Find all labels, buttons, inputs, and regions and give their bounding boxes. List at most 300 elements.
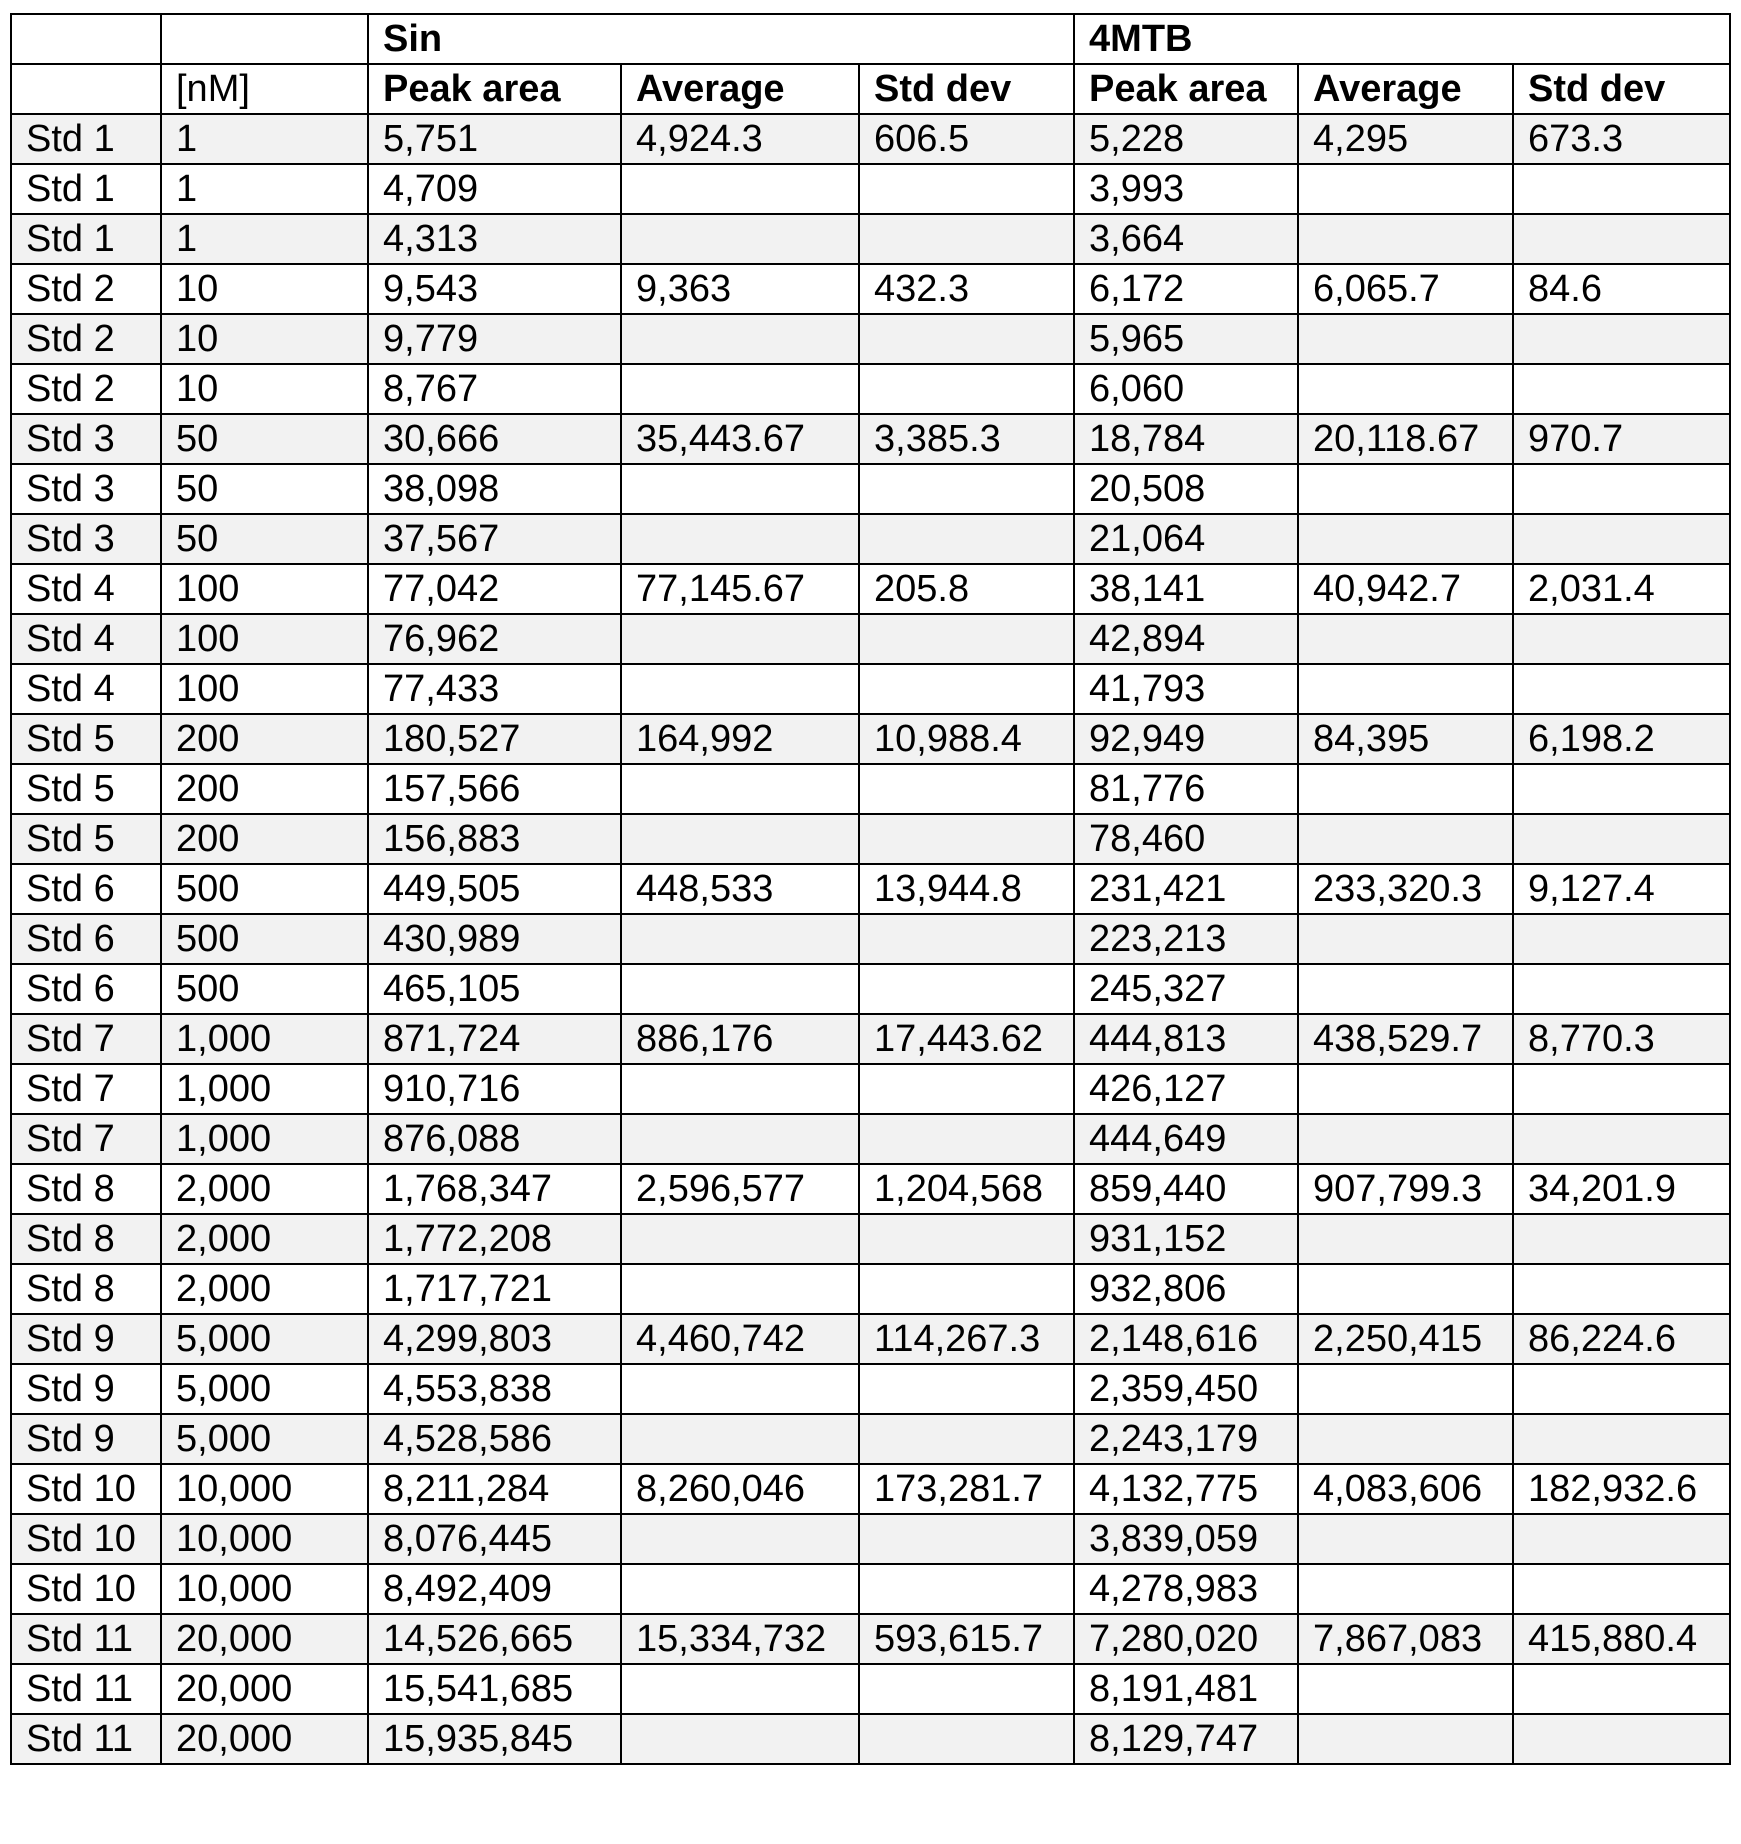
table-row xyxy=(11,1114,1730,1164)
mtb-peak-area-cell: 6,060 xyxy=(1074,364,1298,414)
mtb-peak-area-cell: 5,965 xyxy=(1074,314,1298,364)
mtb-average-cell xyxy=(1298,1564,1513,1614)
mtb-std-dev-cell xyxy=(1513,1064,1730,1114)
sin-std-dev-cell xyxy=(859,214,1074,264)
standard-name-cell: Std 1 xyxy=(11,214,161,264)
concentration-unit-header: [nM] xyxy=(161,64,368,114)
mtb-average-cell xyxy=(1298,164,1513,214)
mtb-average-cell: 233,320.3 xyxy=(1298,864,1513,914)
mtb-average-header: Average xyxy=(1298,64,1513,114)
concentration-cell: 200 xyxy=(161,714,368,764)
mtb-peak-area-cell: 92,949 xyxy=(1074,714,1298,764)
table-row xyxy=(11,414,1730,464)
sin-std-dev-cell: 606.5 xyxy=(859,114,1074,164)
mtb-std-dev-cell xyxy=(1513,314,1730,364)
mtb-std-dev-cell xyxy=(1513,664,1730,714)
sin-peak-area-cell: 37,567 xyxy=(368,514,621,564)
sin-average-cell xyxy=(621,1114,859,1164)
sin-average-cell xyxy=(621,214,859,264)
standard-name-cell: Std 5 xyxy=(11,814,161,864)
standard-name-cell: Std 3 xyxy=(11,514,161,564)
mtb-average-cell xyxy=(1298,464,1513,514)
table-row xyxy=(11,1014,1730,1064)
standard-name-cell: Std 7 xyxy=(11,1014,161,1064)
sin-peak-area-cell: 449,505 xyxy=(368,864,621,914)
sin-std-dev-cell xyxy=(859,464,1074,514)
sin-std-dev-cell: 10,988.4 xyxy=(859,714,1074,764)
standard-name-cell: Std 8 xyxy=(11,1264,161,1314)
table-row xyxy=(11,1264,1730,1314)
concentration-cell: 1,000 xyxy=(161,1064,368,1114)
table-row xyxy=(11,864,1730,914)
mtb-average-cell xyxy=(1298,1214,1513,1264)
standard-name-cell: Std 3 xyxy=(11,464,161,514)
table-row xyxy=(11,114,1730,164)
sin-peak-area-cell: 8,076,445 xyxy=(368,1514,621,1564)
mtb-average-cell xyxy=(1298,1114,1513,1164)
standard-name-cell: Std 9 xyxy=(11,1364,161,1414)
sin-std-dev-cell xyxy=(859,164,1074,214)
calibration-standards-table xyxy=(10,13,1731,1765)
standard-name-cell: Std 2 xyxy=(11,264,161,314)
sin-group-header: Sin xyxy=(368,14,1074,64)
standard-name-cell: Std 11 xyxy=(11,1614,161,1664)
table-row xyxy=(11,664,1730,714)
sin-average-cell: 77,145.67 xyxy=(621,564,859,614)
table-row xyxy=(11,514,1730,564)
mtb-average-cell: 2,250,415 xyxy=(1298,1314,1513,1364)
mtb-peak-area-cell: 42,894 xyxy=(1074,614,1298,664)
sin-average-cell xyxy=(621,314,859,364)
mtb-std-dev-cell: 2,031.4 xyxy=(1513,564,1730,614)
sin-average-cell xyxy=(621,1714,859,1764)
standard-name-cell: Std 3 xyxy=(11,414,161,464)
mtb-peak-area-cell: 223,213 xyxy=(1074,914,1298,964)
sin-peak-area-cell: 15,935,845 xyxy=(368,1714,621,1764)
sin-std-dev-cell xyxy=(859,764,1074,814)
mtb-std-dev-cell xyxy=(1513,514,1730,564)
empty-header-cell xyxy=(11,14,161,64)
table-row xyxy=(11,164,1730,214)
sin-peak-area-cell: 38,098 xyxy=(368,464,621,514)
sin-peak-area-cell: 30,666 xyxy=(368,414,621,464)
sin-std-dev-cell xyxy=(859,1264,1074,1314)
table-row xyxy=(11,1514,1730,1564)
sin-std-dev-cell: 593,615.7 xyxy=(859,1614,1074,1664)
concentration-cell: 50 xyxy=(161,514,368,564)
sin-average-cell xyxy=(621,514,859,564)
concentration-cell: 10,000 xyxy=(161,1514,368,1564)
sin-average-cell xyxy=(621,1264,859,1314)
sin-peak-area-cell: 871,724 xyxy=(368,1014,621,1064)
mtb-peak-area-cell: 5,228 xyxy=(1074,114,1298,164)
sin-average-cell: 4,460,742 xyxy=(621,1314,859,1364)
sin-std-dev-cell xyxy=(859,1214,1074,1264)
concentration-cell: 100 xyxy=(161,614,368,664)
standard-name-cell: Std 6 xyxy=(11,914,161,964)
sin-peak-area-cell: 4,553,838 xyxy=(368,1364,621,1414)
standard-name-cell: Std 2 xyxy=(11,364,161,414)
mtb-std-dev-cell xyxy=(1513,1264,1730,1314)
sin-average-cell: 448,533 xyxy=(621,864,859,914)
table-row xyxy=(11,764,1730,814)
concentration-cell: 50 xyxy=(161,464,368,514)
mtb-std-dev-cell xyxy=(1513,1514,1730,1564)
mtb-peak-area-cell: 81,776 xyxy=(1074,764,1298,814)
standard-name-cell: Std 5 xyxy=(11,714,161,764)
standard-name-cell: Std 4 xyxy=(11,664,161,714)
table-row xyxy=(11,314,1730,364)
sin-peak-area-cell: 9,543 xyxy=(368,264,621,314)
sin-average-cell: 4,924.3 xyxy=(621,114,859,164)
mtb-average-cell xyxy=(1298,1364,1513,1414)
mtb-average-cell: 907,799.3 xyxy=(1298,1164,1513,1214)
sin-std-dev-cell xyxy=(859,914,1074,964)
sin-average-cell: 35,443.67 xyxy=(621,414,859,464)
mtb-std-dev-cell: 673.3 xyxy=(1513,114,1730,164)
mtb-peak-area-cell: 3,839,059 xyxy=(1074,1514,1298,1564)
mtb-average-cell xyxy=(1298,964,1513,1014)
standard-name-cell: Std 1 xyxy=(11,164,161,214)
concentration-cell: 2,000 xyxy=(161,1264,368,1314)
mtb-average-cell: 438,529.7 xyxy=(1298,1014,1513,1064)
mtb-average-cell: 84,395 xyxy=(1298,714,1513,764)
concentration-cell: 1,000 xyxy=(161,1014,368,1064)
mtb-average-cell xyxy=(1298,814,1513,864)
mtb-average-cell: 6,065.7 xyxy=(1298,264,1513,314)
mtb-std-dev-cell xyxy=(1513,1214,1730,1264)
table-row xyxy=(11,714,1730,764)
standard-name-cell: Std 6 xyxy=(11,964,161,1014)
sin-average-cell xyxy=(621,664,859,714)
mtb-peak-area-cell: 3,664 xyxy=(1074,214,1298,264)
table-row xyxy=(11,1214,1730,1264)
mtb-peak-area-cell: 6,172 xyxy=(1074,264,1298,314)
concentration-cell: 5,000 xyxy=(161,1364,368,1414)
sin-average-cell: 15,334,732 xyxy=(621,1614,859,1664)
concentration-cell: 10,000 xyxy=(161,1464,368,1514)
sin-peak-area-cell: 5,751 xyxy=(368,114,621,164)
sin-peak-area-cell: 1,768,347 xyxy=(368,1164,621,1214)
mtb-std-dev-cell xyxy=(1513,1564,1730,1614)
table-body xyxy=(11,114,1730,1764)
sin-std-dev-cell: 13,944.8 xyxy=(859,864,1074,914)
mtb-std-dev-cell xyxy=(1513,1364,1730,1414)
table-row xyxy=(11,464,1730,514)
mtb-average-cell: 7,867,083 xyxy=(1298,1614,1513,1664)
mtb-average-cell xyxy=(1298,1064,1513,1114)
concentration-cell: 10 xyxy=(161,364,368,414)
mtb-peak-area-cell: 18,784 xyxy=(1074,414,1298,464)
table-row xyxy=(11,814,1730,864)
standard-name-cell: Std 6 xyxy=(11,864,161,914)
sin-average-cell xyxy=(621,464,859,514)
sin-std-dev-cell: 17,443.62 xyxy=(859,1014,1074,1064)
sin-std-dev-cell xyxy=(859,814,1074,864)
sin-peak-area-cell: 157,566 xyxy=(368,764,621,814)
standard-name-cell: Std 11 xyxy=(11,1664,161,1714)
table-row xyxy=(11,1414,1730,1464)
sin-std-dev-cell: 3,385.3 xyxy=(859,414,1074,464)
mtb-peak-area-cell: 21,064 xyxy=(1074,514,1298,564)
mtb-peak-area-cell: 231,421 xyxy=(1074,864,1298,914)
concentration-cell: 1,000 xyxy=(161,1114,368,1164)
mtb-average-cell: 40,942.7 xyxy=(1298,564,1513,614)
mtb-std-dev-cell xyxy=(1513,764,1730,814)
mtb-peak-area-header: Peak area xyxy=(1074,64,1298,114)
mtb-std-dev-cell xyxy=(1513,814,1730,864)
mtb-average-cell xyxy=(1298,1264,1513,1314)
sin-average-cell xyxy=(621,1064,859,1114)
sin-peak-area-cell: 9,779 xyxy=(368,314,621,364)
mtb-peak-area-cell: 444,813 xyxy=(1074,1014,1298,1064)
table-row xyxy=(11,1364,1730,1414)
mtb-peak-area-cell: 444,649 xyxy=(1074,1114,1298,1164)
concentration-cell: 1 xyxy=(161,164,368,214)
concentration-cell: 10 xyxy=(161,314,368,364)
sin-average-cell: 8,260,046 xyxy=(621,1464,859,1514)
mtb-peak-area-cell: 426,127 xyxy=(1074,1064,1298,1114)
sin-peak-area-cell: 4,313 xyxy=(368,214,621,264)
mtb-peak-area-cell: 20,508 xyxy=(1074,464,1298,514)
standard-name-cell: Std 8 xyxy=(11,1214,161,1264)
mtb-std-dev-cell xyxy=(1513,1664,1730,1714)
mtb-peak-area-cell: 859,440 xyxy=(1074,1164,1298,1214)
standard-name-cell: Std 11 xyxy=(11,1714,161,1764)
mtb-peak-area-cell: 8,129,747 xyxy=(1074,1714,1298,1764)
concentration-cell: 500 xyxy=(161,914,368,964)
group-header-row xyxy=(11,14,1730,64)
sin-std-dev-cell: 1,204,568 xyxy=(859,1164,1074,1214)
mtb-peak-area-cell: 2,148,616 xyxy=(1074,1314,1298,1364)
mtb-peak-area-cell: 245,327 xyxy=(1074,964,1298,1014)
column-header-row xyxy=(11,64,1730,114)
sin-std-dev-cell xyxy=(859,314,1074,364)
mtb-std-dev-cell xyxy=(1513,364,1730,414)
sin-std-dev-cell xyxy=(859,664,1074,714)
table-row xyxy=(11,1564,1730,1614)
mtb-average-cell xyxy=(1298,514,1513,564)
mtb-std-dev-cell: 84.6 xyxy=(1513,264,1730,314)
mtb-std-dev-cell xyxy=(1513,1714,1730,1764)
sin-average-cell xyxy=(621,914,859,964)
mtb-peak-area-cell: 4,278,983 xyxy=(1074,1564,1298,1614)
table-row xyxy=(11,1064,1730,1114)
mtb-average-cell xyxy=(1298,614,1513,664)
sin-std-dev-cell xyxy=(859,1364,1074,1414)
mtb-average-cell xyxy=(1298,1664,1513,1714)
sin-average-header: Average xyxy=(621,64,859,114)
concentration-cell: 10,000 xyxy=(161,1564,368,1614)
sin-std-dev-cell xyxy=(859,1414,1074,1464)
mtb-group-header: 4MTB xyxy=(1074,14,1730,64)
sin-std-dev-cell xyxy=(859,1114,1074,1164)
table-row xyxy=(11,364,1730,414)
mtb-average-cell xyxy=(1298,914,1513,964)
empty-header-cell xyxy=(161,14,368,64)
concentration-cell: 2,000 xyxy=(161,1164,368,1214)
sin-peak-area-header: Peak area xyxy=(368,64,621,114)
sin-average-cell: 886,176 xyxy=(621,1014,859,1064)
concentration-cell: 500 xyxy=(161,964,368,1014)
sin-peak-area-cell: 465,105 xyxy=(368,964,621,1014)
mtb-peak-area-cell: 78,460 xyxy=(1074,814,1298,864)
sin-average-cell xyxy=(621,764,859,814)
concentration-cell: 50 xyxy=(161,414,368,464)
concentration-cell: 5,000 xyxy=(161,1314,368,1364)
mtb-peak-area-cell: 8,191,481 xyxy=(1074,1664,1298,1714)
empty-header-cell xyxy=(11,64,161,114)
sin-average-cell: 9,363 xyxy=(621,264,859,314)
mtb-peak-area-cell: 38,141 xyxy=(1074,564,1298,614)
sin-std-dev-cell xyxy=(859,1714,1074,1764)
mtb-std-dev-cell xyxy=(1513,214,1730,264)
mtb-std-dev-cell: 86,224.6 xyxy=(1513,1314,1730,1364)
table-row xyxy=(11,1664,1730,1714)
sin-average-cell xyxy=(621,964,859,1014)
sin-average-cell xyxy=(621,814,859,864)
table-row xyxy=(11,1614,1730,1664)
mtb-std-dev-header: Std dev xyxy=(1513,64,1730,114)
standard-name-cell: Std 9 xyxy=(11,1314,161,1364)
sin-peak-area-cell: 156,883 xyxy=(368,814,621,864)
table-row xyxy=(11,214,1730,264)
standard-name-cell: Std 9 xyxy=(11,1414,161,1464)
table-row xyxy=(11,914,1730,964)
sin-peak-area-cell: 8,211,284 xyxy=(368,1464,621,1514)
sin-average-cell xyxy=(621,614,859,664)
standard-name-cell: Std 4 xyxy=(11,564,161,614)
sin-average-cell xyxy=(621,1214,859,1264)
table-row xyxy=(11,1314,1730,1364)
sin-std-dev-cell xyxy=(859,1564,1074,1614)
sin-average-cell xyxy=(621,1414,859,1464)
mtb-average-cell xyxy=(1298,314,1513,364)
standard-name-cell: Std 2 xyxy=(11,314,161,364)
mtb-std-dev-cell: 970.7 xyxy=(1513,414,1730,464)
mtb-peak-area-cell: 4,132,775 xyxy=(1074,1464,1298,1514)
mtb-average-cell xyxy=(1298,1714,1513,1764)
standard-name-cell: Std 7 xyxy=(11,1114,161,1164)
sin-std-dev-header: Std dev xyxy=(859,64,1074,114)
sin-average-cell xyxy=(621,164,859,214)
table-row xyxy=(11,964,1730,1014)
sin-peak-area-cell: 77,433 xyxy=(368,664,621,714)
concentration-cell: 20,000 xyxy=(161,1664,368,1714)
sin-average-cell xyxy=(621,1564,859,1614)
sin-std-dev-cell: 173,281.7 xyxy=(859,1464,1074,1514)
mtb-average-cell xyxy=(1298,1414,1513,1464)
mtb-peak-area-cell: 2,359,450 xyxy=(1074,1364,1298,1414)
concentration-cell: 20,000 xyxy=(161,1714,368,1764)
mtb-std-dev-cell xyxy=(1513,964,1730,1014)
mtb-average-cell xyxy=(1298,664,1513,714)
standard-name-cell: Std 1 xyxy=(11,114,161,164)
sin-peak-area-cell: 77,042 xyxy=(368,564,621,614)
concentration-cell: 100 xyxy=(161,564,368,614)
mtb-std-dev-cell: 6,198.2 xyxy=(1513,714,1730,764)
mtb-peak-area-cell: 41,793 xyxy=(1074,664,1298,714)
mtb-average-cell: 20,118.67 xyxy=(1298,414,1513,464)
mtb-peak-area-cell: 932,806 xyxy=(1074,1264,1298,1314)
concentration-cell: 10 xyxy=(161,264,368,314)
mtb-average-cell xyxy=(1298,214,1513,264)
sin-peak-area-cell: 180,527 xyxy=(368,714,621,764)
mtb-average-cell xyxy=(1298,364,1513,414)
mtb-std-dev-cell: 415,880.4 xyxy=(1513,1614,1730,1664)
sin-std-dev-cell xyxy=(859,614,1074,664)
mtb-average-cell xyxy=(1298,1514,1513,1564)
concentration-cell: 20,000 xyxy=(161,1614,368,1664)
concentration-cell: 1 xyxy=(161,214,368,264)
sin-std-dev-cell xyxy=(859,964,1074,1014)
sin-std-dev-cell xyxy=(859,1664,1074,1714)
sin-peak-area-cell: 910,716 xyxy=(368,1064,621,1114)
standard-name-cell: Std 10 xyxy=(11,1514,161,1564)
concentration-cell: 1 xyxy=(161,114,368,164)
sin-peak-area-cell: 4,528,586 xyxy=(368,1414,621,1464)
table-row xyxy=(11,1164,1730,1214)
mtb-std-dev-cell: 9,127.4 xyxy=(1513,864,1730,914)
mtb-std-dev-cell xyxy=(1513,614,1730,664)
standard-name-cell: Std 4 xyxy=(11,614,161,664)
sin-peak-area-cell: 4,299,803 xyxy=(368,1314,621,1364)
mtb-std-dev-cell xyxy=(1513,1414,1730,1464)
sin-average-cell: 164,992 xyxy=(621,714,859,764)
sin-average-cell xyxy=(621,1664,859,1714)
sin-peak-area-cell: 4,709 xyxy=(368,164,621,214)
standard-name-cell: Std 10 xyxy=(11,1464,161,1514)
table-row xyxy=(11,1464,1730,1514)
sin-peak-area-cell: 76,962 xyxy=(368,614,621,664)
sin-peak-area-cell: 876,088 xyxy=(368,1114,621,1164)
mtb-std-dev-cell xyxy=(1513,164,1730,214)
sin-std-dev-cell xyxy=(859,514,1074,564)
sin-std-dev-cell xyxy=(859,1514,1074,1564)
mtb-average-cell: 4,295 xyxy=(1298,114,1513,164)
sin-peak-area-cell: 14,526,665 xyxy=(368,1614,621,1664)
mtb-peak-area-cell: 7,280,020 xyxy=(1074,1614,1298,1664)
standard-name-cell: Std 7 xyxy=(11,1064,161,1114)
sin-std-dev-cell xyxy=(859,364,1074,414)
sin-peak-area-cell: 1,772,208 xyxy=(368,1214,621,1264)
table-row xyxy=(11,564,1730,614)
mtb-std-dev-cell xyxy=(1513,1114,1730,1164)
concentration-cell: 200 xyxy=(161,764,368,814)
sin-average-cell xyxy=(621,1514,859,1564)
standard-name-cell: Std 10 xyxy=(11,1564,161,1614)
sin-average-cell xyxy=(621,1364,859,1414)
sin-peak-area-cell: 8,492,409 xyxy=(368,1564,621,1614)
mtb-std-dev-cell: 34,201.9 xyxy=(1513,1164,1730,1214)
mtb-std-dev-cell: 8,770.3 xyxy=(1513,1014,1730,1064)
concentration-cell: 100 xyxy=(161,664,368,714)
sin-std-dev-cell: 114,267.3 xyxy=(859,1314,1074,1364)
sin-std-dev-cell: 432.3 xyxy=(859,264,1074,314)
sin-peak-area-cell: 15,541,685 xyxy=(368,1664,621,1714)
concentration-cell: 2,000 xyxy=(161,1214,368,1264)
mtb-std-dev-cell xyxy=(1513,464,1730,514)
table-row xyxy=(11,264,1730,314)
sin-std-dev-cell xyxy=(859,1064,1074,1114)
sin-peak-area-cell: 8,767 xyxy=(368,364,621,414)
mtb-peak-area-cell: 3,993 xyxy=(1074,164,1298,214)
sin-average-cell: 2,596,577 xyxy=(621,1164,859,1214)
mtb-peak-area-cell: 931,152 xyxy=(1074,1214,1298,1264)
mtb-peak-area-cell: 2,243,179 xyxy=(1074,1414,1298,1464)
sin-peak-area-cell: 430,989 xyxy=(368,914,621,964)
concentration-cell: 5,000 xyxy=(161,1414,368,1464)
